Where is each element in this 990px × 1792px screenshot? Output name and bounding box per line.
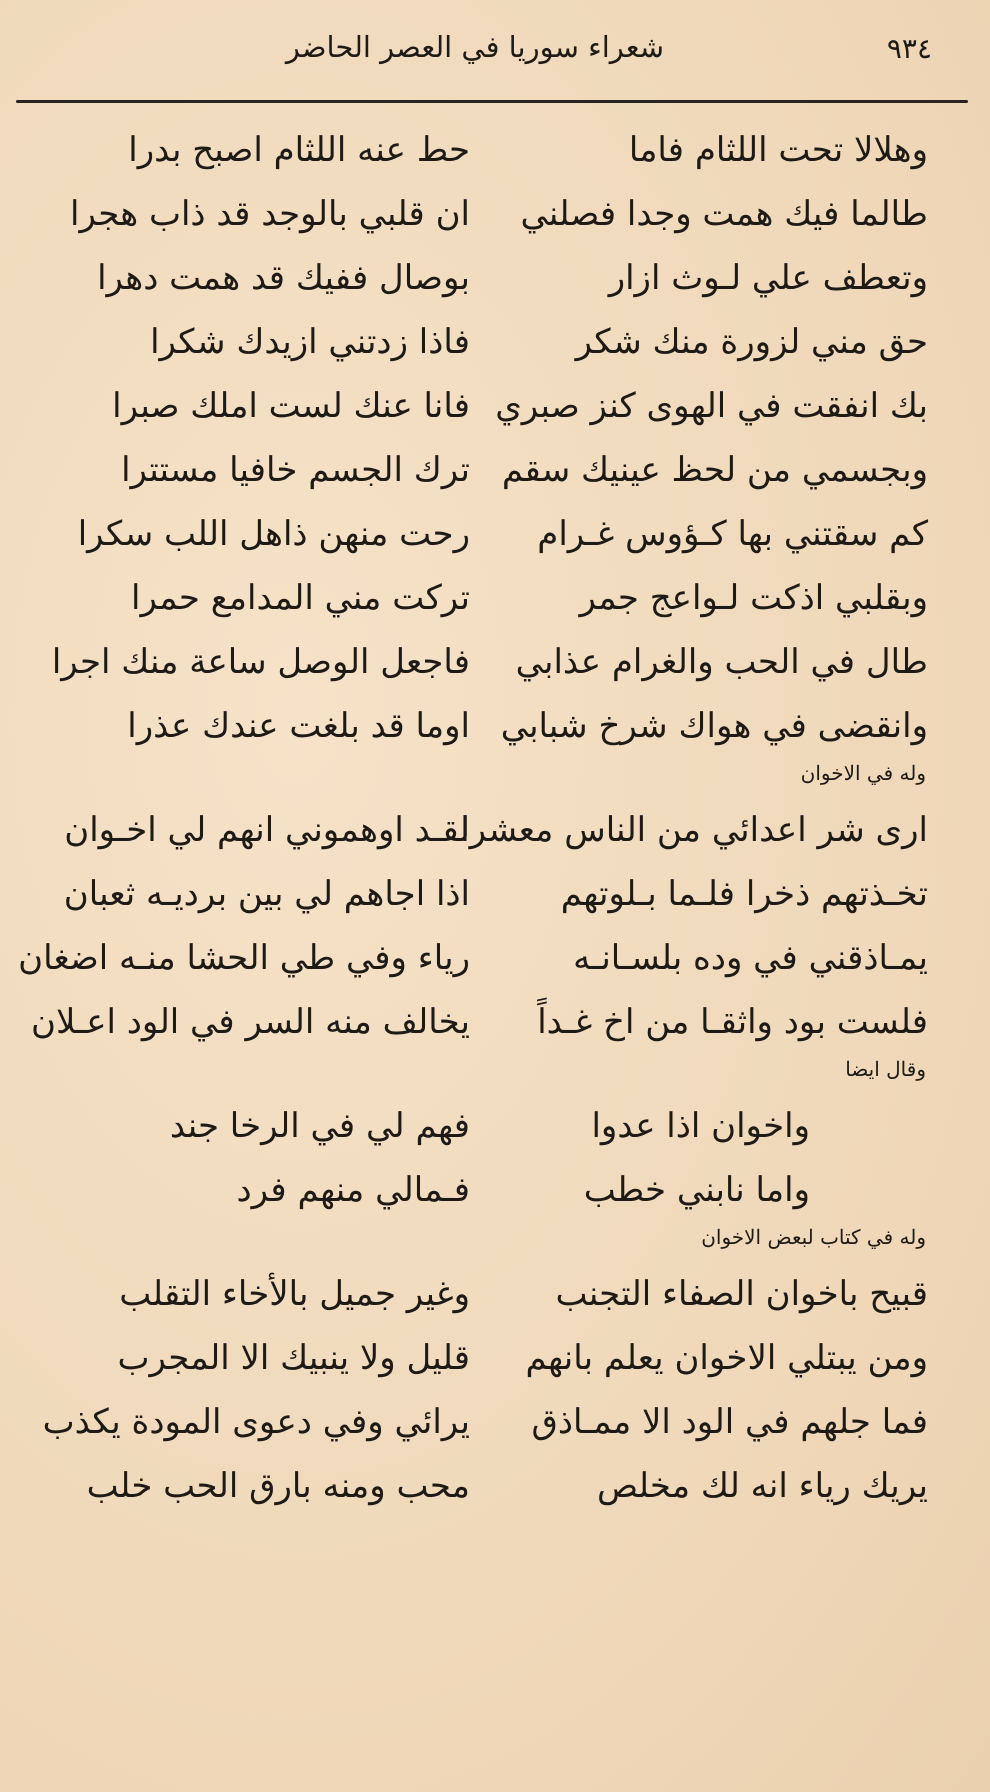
section-caption: وله في الاخوان	[800, 761, 926, 785]
verse-second-hemistich: بوصال ففيك قد همت دهرا	[97, 258, 470, 298]
verse-row	[0, 374, 990, 438]
verse-row	[0, 630, 990, 694]
verse-first-hemistich: وهلالا تحت اللثام فاما	[628, 130, 928, 170]
verse-row	[0, 798, 990, 862]
verse-first-hemistich: يمـاذقني في وده بلسـانـه	[573, 938, 928, 978]
verse-row	[0, 118, 990, 182]
verse-row	[0, 1390, 990, 1454]
verse-row	[0, 1326, 990, 1390]
verse-row	[0, 438, 990, 502]
verse-second-hemistich: فاجعل الوصل ساعة منك اجرا	[51, 642, 470, 682]
verse-first-hemistich: حق مني لزورة منك شكر	[575, 322, 928, 362]
verse-second-hemistich: فاذا زدتني ازيدك شكرا	[150, 322, 470, 362]
page-header	[0, 26, 990, 76]
verse-second-hemistich: فـمالي منهم فرد	[236, 1170, 470, 1210]
verse-second-hemistich: فهم لي في الرخا جند	[169, 1106, 470, 1146]
poem-section-2	[0, 758, 990, 1054]
verse-second-hemistich: ترك الجسم خافيا مستترا	[121, 450, 470, 490]
verse-row	[0, 990, 990, 1054]
page-number: ٩٣٤	[886, 32, 932, 65]
verse-row	[0, 1094, 990, 1158]
verse-second-hemistich: حط عنه اللثام اصبح بدرا	[128, 130, 470, 170]
verse-first-hemistich: طالما فيك همت وجدا فصلني	[520, 194, 928, 234]
verse-row	[0, 310, 990, 374]
verse-first-hemistich: بك انفقت في الهوى كنز صبري	[495, 386, 928, 426]
verse-row	[0, 694, 990, 758]
verse-second-hemistich: رحت منهن ذاهل اللب سكرا	[77, 514, 470, 554]
poem-section-1	[0, 118, 990, 758]
poem-section-4	[0, 1222, 990, 1518]
verse-row	[0, 246, 990, 310]
verse-first-hemistich: طال في الحب والغرام عذابي	[515, 642, 928, 682]
verse-row	[0, 1262, 990, 1326]
verse-first-hemistich: واخوان اذا عدوا	[591, 1106, 810, 1146]
verse-first-hemistich: قبيح باخوان الصفاء التجنب	[555, 1274, 928, 1314]
running-title: شعراء سوريا في العصر الحاضر	[285, 30, 665, 64]
verse-first-hemistich: واما نابني خطب	[583, 1170, 810, 1210]
verse-first-hemistich: وتعطف علي لـوث ازار	[608, 258, 928, 298]
verse-second-hemistich: اوما قد بلغت عندك عذرا	[127, 706, 470, 746]
verse-second-hemistich: اذا اجاهم لي بين برديـه ثعبان	[63, 874, 470, 914]
verse-second-hemistich: محب ومنه بارق الحب خلب	[86, 1466, 470, 1506]
verse-row	[0, 1158, 990, 1222]
verse-first-hemistich: كم سقتني بها كـؤوس غـرام	[537, 514, 928, 554]
verse-row	[0, 182, 990, 246]
verse-second-hemistich: وغير جميل بالأخاء التقلب	[119, 1274, 470, 1314]
section-caption: وقال ايضا	[845, 1057, 926, 1081]
verse-second-hemistich: يرائي وفي دعوى المودة يكذب	[42, 1402, 470, 1442]
verse-row	[0, 502, 990, 566]
verse-first-hemistich: يريك رياء انه لك مخلص	[596, 1466, 928, 1506]
verse-second-hemistich: قليل ولا ينبيك الا المجرب	[117, 1338, 470, 1378]
verse-first-hemistich: وبقلبي اذكت لـواعج جمر	[579, 578, 928, 618]
verse-first-hemistich: ومن يبتلي الاخوان يعلم بانهم	[525, 1338, 928, 1378]
verse-second-hemistich: يخالف منه السر في الود اعـلان	[30, 1002, 470, 1042]
verse-first-hemistich: تخـذتهم ذخرا فلـما بـلوتهم	[560, 874, 928, 914]
section-caption: وله في كتاب لبعض الاخوان	[701, 1225, 926, 1249]
verse-row	[0, 566, 990, 630]
verse-first-hemistich: فلست بود واثقـا من اخ غـداً	[537, 1002, 928, 1042]
header-rule	[16, 100, 968, 103]
poem-section-3	[0, 1054, 990, 1222]
verse-row	[0, 926, 990, 990]
verse-second-hemistich: رياء وفي طي الحشا منـه اضغان	[18, 938, 470, 978]
verse-first-hemistich: وانقضى في هواك شرخ شبابي	[500, 706, 928, 746]
verse-first-hemistich: فما جلهم في الود الا ممـاذق	[531, 1402, 928, 1442]
verse-first-hemistich: وبجسمي من لحظ عينيك سقم	[501, 450, 928, 490]
verse-second-hemistich: ان قلبي بالوجد قد ذاب هجرا	[70, 194, 470, 234]
verse-second-hemistich: لقـد اوهموني انهم لي اخـوان	[64, 810, 470, 850]
verse-second-hemistich: تركت مني المدامع حمرا	[131, 578, 470, 618]
verse-second-hemistich: فانا عنك لست املك صبرا	[112, 386, 470, 426]
verse-row	[0, 862, 990, 926]
poem-content	[0, 118, 990, 1518]
verse-first-hemistich: ارى شر اعدائي من الناس معشرا	[460, 810, 928, 850]
verse-row	[0, 1454, 990, 1518]
